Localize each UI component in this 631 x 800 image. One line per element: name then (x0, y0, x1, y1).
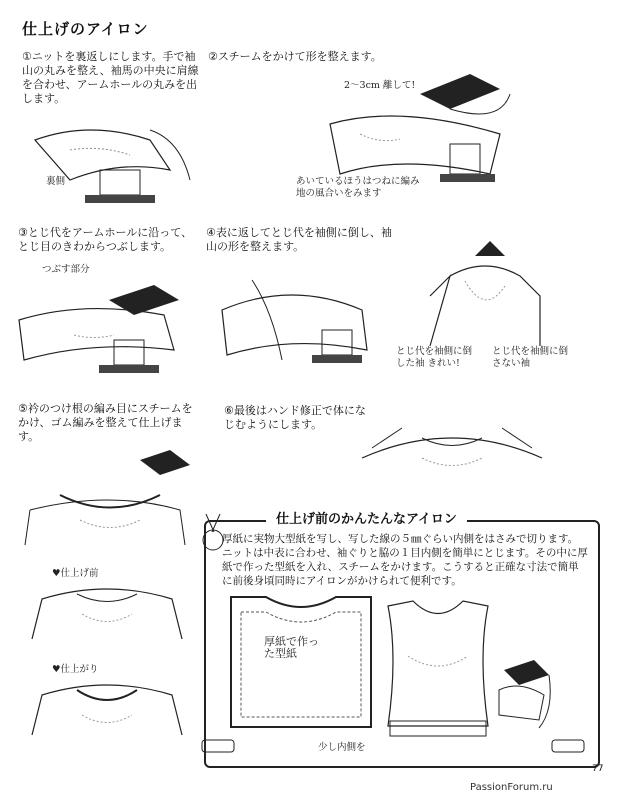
step-1-text: ①ニットを裏返しにします。手で袖山の丸みを整え、袖馬の中央に肩線を合わせ、アームホールの丸みを出します。 (22, 50, 199, 105)
tip-box-title: 仕上げ前のかんたんなアイロン (266, 508, 467, 527)
yarn-ball-icon (198, 512, 228, 552)
step-2-text: ②スチームをかけて形を整えます。 (208, 50, 382, 63)
step-1-illustration (30, 110, 200, 210)
thread-spool-icon (200, 736, 236, 756)
step-2-note-fabric: あいているほうはつねに編み地の風合いをみます (296, 176, 420, 199)
page-number: 77 (592, 764, 604, 774)
step-4-note-unfolded: とじ代を袖側に倒さない袖 (492, 346, 569, 369)
step-5-note-before: ♥仕上げ前 (52, 568, 99, 579)
step-5-note-after: ♥仕上がり (52, 664, 99, 675)
sweater-after-illustration (22, 680, 192, 740)
step-4-note-folded: とじ代を袖側に倒した袖 きれい! (396, 346, 473, 369)
step-4-text: ④表に返してとじ代を袖側に倒し、袖山の形を整えます。 (206, 226, 392, 253)
sweater-before-illustration (22, 584, 192, 644)
step-5-illustration (20, 450, 190, 550)
tip-box-text: 厚紙に実物大型紙を写し、写した線の５㎜ぐらい内側をはさみで切ります。ニットは中表に合わせ、袖ぐりと脇の１目内側を簡単にとじます。その中に厚紙で作った型紙を入れ、スチームをかけます。こうすると正確な寸法で簡単に前後身頃同時にアイロンがかけられて便利です。 (222, 533, 588, 587)
vest-illustration (378, 596, 498, 746)
step-1-note: 裏側 (46, 176, 66, 187)
tip-note-inside: 少し内側を (318, 742, 366, 753)
step-5-text: ⑤衿のつけ根の編み目にスチームをかけ、ゴム編みを整えて仕上げます。 (18, 402, 193, 443)
step-3-note: つぶす部分 (42, 264, 90, 275)
iron-icon (494, 660, 554, 730)
step-2-note-distance: 2〜3cm 離して! (344, 80, 416, 91)
step-4-illustration-a (212, 270, 382, 380)
cardboard-pattern-illustration (226, 592, 376, 732)
step-6-text: ⑥最後はハンド修正で体になじむようにします。 (224, 404, 366, 431)
step-3-text: ③とじ代をアームホールに沿って、とじ目のきわからつぶします。 (18, 226, 193, 253)
watermark: PassionForum.ru (470, 782, 553, 793)
page-title: 仕上げのアイロン (22, 20, 149, 38)
step-3-illustration (14, 280, 194, 380)
step-6-illustration (352, 408, 552, 488)
thread-spool-icon-right (550, 736, 586, 756)
step-4-illustration-b (410, 236, 560, 356)
tip-note-pattern: 厚紙で作った型紙 (264, 635, 319, 660)
